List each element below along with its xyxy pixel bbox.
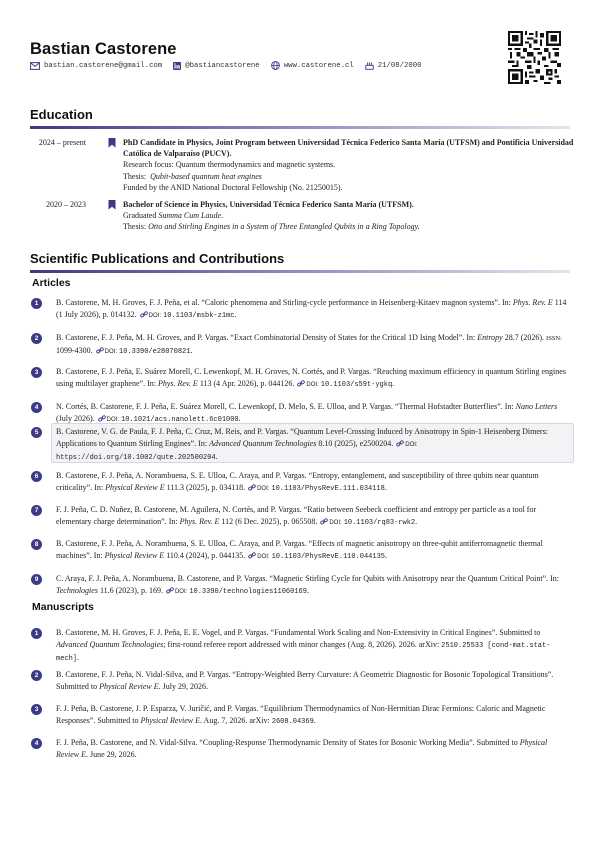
article-citation: B. Castorene, F. J. Peña, A. Norambuena, S. E. Ulloa, C. Araya, and P. Vargas. “Effects of magnetic anisotropy on three-qubit antiferromagnetic thermal machines”. In:: [56, 539, 543, 560]
entry-number-badge: 8: [31, 539, 42, 550]
section-title-education: Education: [30, 107, 93, 122]
link-icon: [297, 380, 305, 387]
article-citation: B. Castorene, V. G. de Paula, F. J. Peña, C. Cruz, M. Reis, and P. Vargas. “Quantum Level-Crossing Induced by Anisotropy in Spin-1 Heisenberg Dimers: Applications to Quantum Stirling Engines”. In:: [56, 427, 548, 448]
article-details: 112 (6 Dec. 2025), p. 065508.: [221, 516, 318, 526]
subsection-title-manuscripts: Manuscripts: [32, 601, 94, 613]
manuscript-status: . July 29, 2026.: [158, 681, 208, 691]
article-journal: Phys. Rev. E: [157, 378, 198, 388]
manuscript-journal: Physical Review E: [99, 681, 159, 691]
article-citation: B. Castorene, M. H. Groves, F. J. Peña, et al. “Caloric phenomena and Stirling-cycle performance in Heisenberg-Kitaev magnon systems”. In:: [56, 298, 511, 307]
manuscript-journal: Physical Review E: [56, 738, 548, 759]
article-citation: B. Castorene, F. J. Peña, A. Norambuena, S. E. Ulloa, C. Araya, and P. Vargas. “Entropy, entanglement, and susceptibility of three qubits near quantum criticality”. In:: [56, 471, 539, 492]
birthday-cake-icon: [365, 61, 374, 70]
doi-label: DOI:: [257, 553, 270, 560]
article-entry: B. Castorene, V. G. de Paula, F. J. Peña, C. Cruz, M. Reis, and P. Vargas. “Quantum Level-Crossing Induced by Anisotropy in Spin-1 Heisenberg Dimers: Applications to Quantum Stirling Engines”. In: Advanced Quantum Technologies 8.10 (2025), e2500204. DOI: https://doi.org/10.1002/qute.202500204.: [56, 427, 548, 462]
article-entry: B. Castorene, F. J. Peña, A. Norambuena, S. E. Ulloa, C. Araya, and P. Vargas. “Entropy, entanglement, and susceptibility of three qubits near quantum criticality”. In: Physical Review E 111.3 (2025), p. 034118. DOI: 10.1103/PhysRevE.111.034118.: [56, 471, 539, 493]
doi-link[interactable]: 10.1021/acs.nanolett.6c01000: [121, 415, 239, 424]
doi-link[interactable]: 10.1103/PhysRevE.110.044135: [271, 552, 385, 561]
cv-name: Bastian Castorene: [30, 40, 177, 58]
article-entry: B. Castorene, F. J. Peña, E. Suárez Morell, C. Lewenkopf, M. H. Groves, N. Cortés, and P. Vargas. “Reaching maximum efficiency in quantum Stirling engines using multilayer graphene”. In: Phys. Rev. E 113 (4 Apr. 2026), p. 044126. DOI: 10.1103/s59t-ygkq.: [56, 367, 566, 389]
doi-link[interactable]: 10.1103/s59t-ygkq: [320, 380, 393, 389]
article-citation: F. J. Peña, C. D. Nuñez, B. Castorene, M. Aguilera, N. Cortés, and P. Vargas. “Ratio between Seebeck coefficient and entropy per particle as a tool for elementary charge determination”. In:: [56, 505, 537, 526]
doi-label: DOI:: [329, 519, 342, 526]
education-thesis: Thesis: Qubit-based quantum heat engines: [123, 171, 262, 181]
qr-code[interactable]: [508, 31, 561, 84]
article-journal: Nano Letters: [515, 402, 558, 411]
doi-link[interactable]: https://doi.org/10.1002/qute.202500204: [56, 454, 216, 462]
arxiv-link[interactable]: 2608.04369: [271, 717, 314, 726]
article-citation: B. Castorene, F. J. Peña, E. Suárez Morell, C. Lewenkopf, M. H. Groves, N. Cortés, and P. Vargas. “Reaching maximum efficiency in quantum Stirling engines using multilayer graphene”. In:: [56, 367, 566, 388]
entry-number-badge: 9: [31, 574, 42, 585]
article-issn: 1099-4300: [56, 345, 91, 355]
doi-link[interactable]: 10.1103/PhysRevE.111.034118: [271, 484, 385, 493]
manuscript-entry: [56, 737, 572, 760]
article-journal: Physical Review E: [104, 550, 165, 560]
doi-link[interactable]: 10.1103/msbk-z1mc: [163, 311, 235, 320]
article-entry: B. Castorene, M. H. Groves, F. J. Peña, et al. “Caloric phenomena and Stirling-cycle performance in Heisenberg-Kitaev magnon systems”. In: Phys. Rev. E 114 (1 July 2026), p. 014132. DOI: 10.1103/msbk-z1mc.: [56, 298, 567, 320]
link-icon: [248, 552, 256, 559]
link-icon: [96, 347, 104, 354]
section-title-publications: Scientific Publications and Contributions: [30, 251, 285, 266]
manuscript-entry: F. J. Peña, B. Castorene, J. P. Esparza, V. Juričić, and P. Vargas. “Equilibrium Thermodynamics of Non-Hermitian Dirac Fermions: Caloric and Magnetic Responses”. Submitted to Physical Review E. Aug. 7, 2026. arXiv: 2608.04369.: [56, 704, 546, 726]
manuscript-status: . Aug. 7, 2026. arXiv:: [199, 715, 270, 725]
link-icon: [140, 311, 148, 318]
globe-icon: [271, 61, 280, 70]
manuscript-citation: F. J. Peña, B. Castorene, J. P. Esparza, V. Juričić, and P. Vargas. “Equilibrium Thermodynamics of Non-Hermitian Dirac Fermions: Caloric and Magnetic Responses”. Submitted to: [56, 704, 546, 725]
doi-label: DOI:: [106, 416, 120, 423]
link-icon: [320, 518, 328, 525]
article-details: 111.3 (2025), p. 034118.: [166, 482, 246, 492]
article-journal: Technologies: [56, 585, 98, 595]
education-entry-phd: [123, 137, 578, 193]
doi-link[interactable]: 10.3390/technologies11060169: [189, 587, 307, 596]
bookmark-icon: [108, 200, 116, 210]
article-citation: N. Cortés, B. Castorene, F. J. Peña, E. Suárez Morell, C. Lewenkopf, D. Melo, S. E. Ulloa, and P. Vargas. “Thermal Hofstadter Butterflies”. In:: [56, 402, 514, 411]
doi-label: DOI:: [257, 485, 270, 492]
entry-number-badge: 2: [31, 333, 42, 344]
contact-email[interactable]: [30, 62, 162, 70]
manuscript-entry: [56, 669, 572, 692]
arxiv-link[interactable]: 2510.25533 [cond-mat.stat-mech]: [56, 641, 551, 663]
subsection-title-articles: Articles: [32, 277, 71, 289]
article-details: 11.6 (2023), p. 169.: [99, 585, 163, 595]
issn-label: ISSN:: [546, 335, 562, 342]
link-icon: [248, 484, 256, 491]
article-citation: C. Araya, F. J. Peña, A. Norambuena, B. Castorene, and P. Vargas. “Magnetic Stirling Cycle for Qubits with Anisotropy near the Quantum Critical Point”. In:: [56, 574, 559, 583]
education-funding: Funded by the ANID National Doctoral Fellowship (No. 21250015).: [123, 182, 343, 192]
education-date: 2020 – 2023: [46, 200, 86, 209]
article-journal: Phys. Rev. E: [512, 298, 553, 307]
education-degree: PhD Candidate in Physics, Joint Program between Universidad Técnica Federico Santa María (UTFSM) and Pontificia Universidad Católica de Valparaíso (PUCV).: [123, 138, 574, 159]
contact-bar: [30, 61, 433, 70]
education-entry-bsc: [123, 199, 578, 233]
entry-number-badge: 3: [31, 704, 42, 715]
birthdate-text: 21/08/2000: [377, 61, 422, 70]
email-link[interactable]: bastian.castorene@gmail.com: [44, 61, 163, 70]
article-entry: B. Castorene, F. J. Peña, M. H. Groves, and P. Vargas. “Exact Combinatorial Density of States for the Critical 1D Ising Model”. In: Entropy 28.7 (2026). ISSN: 1099-4300. DOI: 10.3390/e28070821.: [56, 333, 562, 356]
link-icon: [166, 587, 174, 594]
section-rule-education: [30, 126, 570, 129]
entry-number-badge: 2: [31, 670, 42, 681]
article-entry: N. Cortés, B. Castorene, F. J. Peña, E. Suárez Morell, C. Lewenkopf, D. Melo, S. E. Ulloa, and P. Vargas. “Thermal Hofstadter Butterflies”. In: Nano Letters (July 2026). DOI: 10.1021/acs.nanolett.6c01000.: [56, 402, 558, 424]
doi-label: DOI:: [174, 588, 188, 595]
article-details: (July 2026).: [56, 413, 95, 423]
entry-number-badge: 6: [31, 471, 42, 482]
linkedin-link[interactable]: @bastiancastorene: [185, 61, 260, 70]
contact-birthdate: [365, 61, 422, 70]
article-journal: Advanced Quantum Technologies: [209, 438, 317, 448]
article-details: 113 (4 Apr. 2026), p. 044126.: [199, 378, 295, 388]
manuscript-status: . June 29, 2026.: [85, 749, 137, 759]
article-journal: Physical Review E: [105, 482, 165, 492]
doi-link[interactable]: 10.3390/e28070821: [119, 347, 191, 356]
entry-number-badge: 1: [31, 298, 42, 309]
manuscript-citation: B. Castorene, F. J. Peña, N. Vidal-Silva, and P. Vargas. “Entropy-Weighted Berry Curvature: A Geometric Diagnostic for Bosonic Topological Transitions”. Submitted to: [56, 670, 554, 691]
entry-number-badge: 4: [31, 738, 42, 749]
link-icon: [396, 440, 404, 447]
section-rule-publications: [30, 270, 570, 273]
article-details: 8.10 (2025), e2500204.: [318, 438, 394, 448]
envelope-icon: [30, 62, 40, 70]
entry-number-badge: 4: [31, 402, 42, 413]
education-focus: Research focus: Quantum thermodynamics and magnetic systems.: [123, 160, 336, 170]
manuscript-citation: F. J. Peña, B. Castorene, and N. Vidal-Silva. “Coupling-Response Thermodynamic Density of States for Bosonic Working Media”. Submitted to: [56, 738, 518, 747]
manuscript-journal: Advanced Quantum Technologies: [56, 639, 164, 649]
linkedin-icon: [173, 62, 181, 70]
article-journal: Entropy: [477, 333, 503, 342]
education-degree: Bachelor of Science in Physics, Universidad Técnica Federico Santa María (UTFSM).: [123, 200, 414, 209]
manuscript-status: ; first-round referee report addressed with minor changes (Aug. 8, 2026). 2026. arXiv:: [163, 639, 440, 649]
article-entry: B. Castorene, F. J. Peña, A. Norambuena, S. E. Ulloa, C. Araya, and P. Vargas. “Effects of magnetic anisotropy on three-qubit antiferromagnetic thermal machines”. In: Physical Review E 110.4 (2024), p. 044135. DOI: 10.1103/PhysRevE.110.044135.: [56, 539, 543, 561]
article-citation: B. Castorene, F. J. Peña, M. H. Groves, and P. Vargas. “Exact Combinatorial Density of States for the Critical 1D Ising Model”. In:: [56, 333, 476, 342]
entry-number-badge: 7: [31, 505, 42, 516]
doi-label: DOI:: [104, 348, 118, 355]
entry-number-badge: 3: [31, 367, 42, 378]
article-details: 114 (1 July 2026), p. 014132.: [56, 298, 567, 319]
entry-number-badge: 1: [31, 628, 42, 639]
manuscript-citation: B. Castorene, M. H. Groves, F. J. Peña, E. E. Vogel, and P. Vargas. “Fundamental Work Scaling and Non-Extensivity in Critical Engines”. Submitted to: [56, 628, 541, 637]
education-honors: Graduated Summa Cum Laude.: [123, 211, 223, 221]
website-link[interactable]: www.castorene.cl: [283, 61, 354, 70]
article-details: 110.4 (2024), p. 044135.: [166, 550, 246, 560]
bookmark-icon: [108, 138, 116, 148]
article-entry: F. J. Peña, C. D. Nuñez, B. Castorene, M. Aguilera, N. Cortés, and P. Vargas. “Ratio between Seebeck coefficient and entropy per particle as a tool for elementary charge determination”. In: Phys. Rev. E 112 (6 Dec. 2025), p. 065508. DOI: 10.1103/rq83-rwk2.: [56, 505, 537, 527]
contact-linkedin[interactable]: [173, 62, 259, 70]
doi-label: DOI:: [405, 441, 418, 448]
doi-link[interactable]: 10.1103/rq83-rwk2: [343, 518, 416, 527]
entry-number-badge: 5: [31, 427, 42, 438]
education-thesis: Thesis: Otto and Stirling Engines in a System of Three Entangled Qubits in a Ring Topology.: [123, 222, 420, 232]
doi-label: DOI:: [306, 381, 319, 388]
link-icon: [98, 415, 106, 422]
doi-label: DOI:: [148, 312, 162, 319]
manuscript-entry: B. Castorene, M. H. Groves, F. J. Peña, E. E. Vogel, and P. Vargas. “Fundamental Work Scaling and Non-Extensivity in Critical Engines”. Submitted to Advanced Quantum Technologies; first-round referee report addressed with minor changes (Aug. 8, 2026). 2026. arXiv: 2510.25533 [cond-mat.stat-mech].: [56, 628, 551, 663]
manuscript-journal: Physical Review E: [140, 715, 200, 725]
article-journal: Phys. Rev. E: [179, 516, 220, 526]
article-entry: C. Araya, F. J. Peña, A. Norambuena, B. Castorene, and P. Vargas. “Magnetic Stirling Cycle for Qubits with Anisotropy near the Quantum Critical Point”. In: Technologies 11.6 (2023), p. 169. DOI: 10.3390/technologies11060169.: [56, 574, 559, 596]
contact-website[interactable]: [271, 61, 354, 70]
education-date: 2024 – present: [38, 138, 86, 147]
article-details: 28.7 (2026).: [504, 333, 545, 342]
